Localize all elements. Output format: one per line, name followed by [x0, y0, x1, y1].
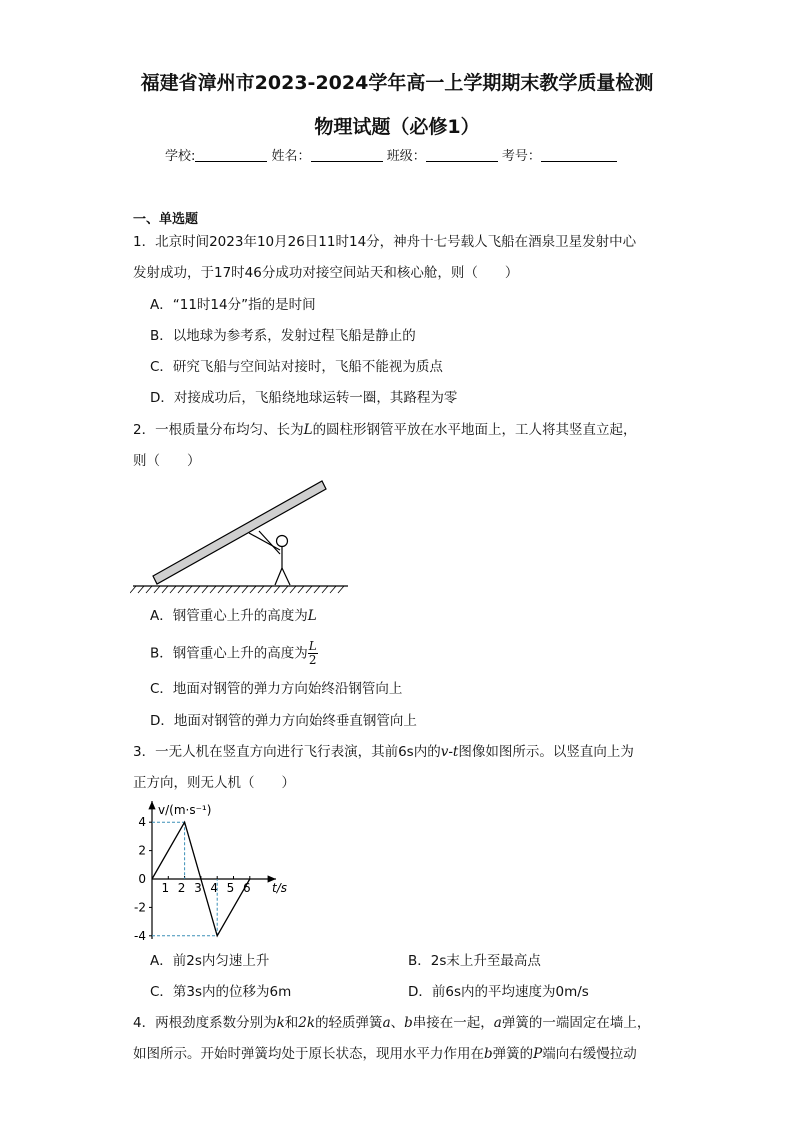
- q1-stem-line2: 发射成功，于17时46分成功对接空间站天和核心舱，则（ ）: [133, 265, 519, 281]
- q3-option-a[interactable]: A．前2s内匀速上升: [150, 953, 270, 969]
- y-tick-label: -4: [134, 928, 146, 943]
- q2-stem-line2: 则（ ）: [133, 453, 201, 469]
- x-axis-label: t/s: [272, 881, 287, 895]
- q1-option-b[interactable]: B．以地球为参考系，发射过程飞船是静止的: [150, 328, 416, 344]
- x-tick-label: 4: [210, 881, 219, 895]
- q1-option-a[interactable]: A．“11时14分”指的是时间: [150, 297, 316, 313]
- q3-option-b[interactable]: B．2s末上升至最高点: [408, 953, 541, 969]
- class-blank[interactable]: [426, 148, 498, 162]
- y-axis-label: v/(m·s⁻¹): [158, 803, 212, 817]
- x-tick-label: 1: [161, 881, 170, 895]
- steel-pipe: [153, 481, 326, 584]
- x-tick-label: 2: [177, 881, 186, 895]
- vt-chart: [130, 797, 300, 947]
- q3-option-c[interactable]: C．第3s内的位移为6m: [150, 984, 292, 1000]
- name-label: 姓名：: [271, 149, 311, 164]
- school-label: 学校:: [165, 149, 196, 164]
- x-tick-label: 3: [194, 881, 202, 895]
- y-tick-label: 4: [138, 815, 146, 830]
- student-info-row: [165, 145, 617, 164]
- y-tick-label: 0: [138, 872, 146, 886]
- q3-stem-line2: 正方向，则无人机（ ）: [133, 775, 295, 791]
- q2-option-d[interactable]: D．地面对钢管的弹力方向始终垂直钢管向上: [150, 713, 417, 729]
- q3-stem-line1: 3．一无人机在竖直方向进行飞行表演，其前6s内的v-t图像如图所示。以竖直向上为: [133, 744, 634, 760]
- x-tick-label: 5: [226, 881, 235, 895]
- school-blank[interactable]: [195, 148, 267, 162]
- id-label: 考号：: [501, 149, 541, 164]
- q1-option-c[interactable]: C．研究飞船与空间站对接时，飞船不能视为质点: [150, 359, 443, 375]
- y-tick-label: -2: [134, 900, 146, 915]
- x-tick-label: 6: [242, 881, 251, 895]
- q4-stem-line2: 如图所示。开始时弹簧均处于原长状态，现用水平力作用在b弹簧的P端向右缓慢拉动: [133, 1046, 637, 1062]
- q2-option-b[interactable]: B．钢管重心上升的高度为 $\frac{L}{2}$: [150, 639, 317, 667]
- name-blank[interactable]: [311, 148, 383, 162]
- y-tick-label: 2: [138, 843, 146, 858]
- q2-option-a[interactable]: A．钢管重心上升的高度为L: [150, 608, 317, 624]
- steel-pipe-figure: [130, 476, 350, 596]
- class-label: 班级：: [386, 149, 426, 164]
- exam-subtitle: 物理试题（必修1）: [314, 116, 480, 138]
- q1-option-d[interactable]: D．对接成功后，飞船绕地球运转一圈，其路程为零: [150, 390, 458, 406]
- fraction-l-over-2: $\frac{L}{2}$: [308, 639, 317, 667]
- q2-option-c[interactable]: C．地面对钢管的弹力方向始终沿钢管向上: [150, 681, 403, 697]
- section-heading: 一、单选题: [133, 212, 199, 227]
- q3-option-d[interactable]: D．前6s内的平均速度为0m/s: [408, 984, 589, 1000]
- q2-stem-line1: 2．一根质量分布均匀、长为L的圆柱形钢管平放在水平地面上，工人将其竖直立起，: [133, 422, 637, 438]
- q4-stem-line1: 4．两根劲度系数分别为k和2k的轻质弹簧a、b串接在一起，a弹簧的一端固定在墙上，: [133, 1015, 651, 1031]
- id-blank[interactable]: [541, 148, 617, 162]
- exam-title: 福建省漳州市2023-2024学年高一上学期期末教学质量检测: [140, 72, 654, 94]
- q1-stem-line1: 1．北京时间2023年10月26日11时14分，神舟十七号载人飞船在酒泉卫星发射中心: [133, 234, 637, 250]
- worker-figure: [249, 531, 290, 585]
